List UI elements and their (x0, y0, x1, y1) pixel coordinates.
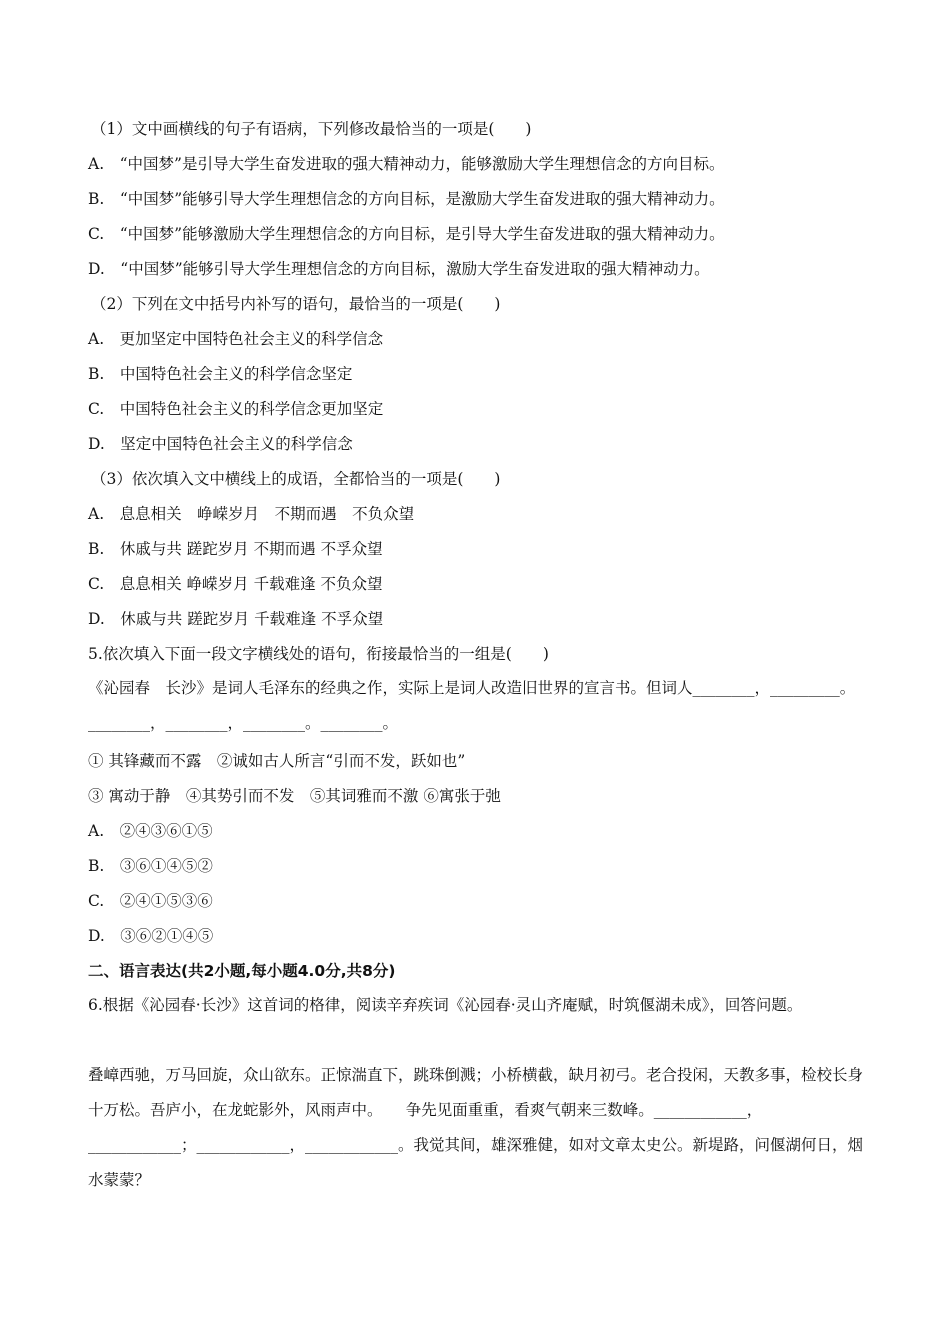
q6-poem (88, 1058, 864, 1198)
q1-stem: （1）文中画横线的句子有语病，下列修改最恰当的一项是( ) (91, 120, 532, 138)
q5-option-d: D. ③⑥②①④⑤ (88, 927, 214, 945)
q3-stem: （3）依次填入文中横线上的成语，全都恰当的一项是( ) (91, 470, 501, 488)
q2-option-a: A. 更加坚定中国特色社会主义的科学信念 (88, 330, 384, 348)
q6-stem-text: 6.根据《沁园春·长沙》这首词的格律，阅读辛弃疾词《沁园春·灵山齐庵赋，时筑偃湖未成》，回答问题。 (88, 996, 803, 1014)
q2-option-b: B. 中国特色社会主义的科学信念坚定 (88, 365, 353, 383)
q5-passage (88, 671, 864, 741)
q5-option-a: A. ②④③⑥①⑤ (88, 822, 213, 840)
q1-option-b: B. “中国梦”能够引导大学生理想信念的方向目标，是激励大学生奋发进取的强大精神动力。 (88, 190, 725, 208)
q1-option-c: C. “中国梦”能够激励大学生理想信念的方向目标，是引导大学生奋发进取的强大精神动力。 (88, 225, 725, 243)
q2-stem: （2）下列在文中括号内补写的语句，最恰当的一项是( ) (91, 295, 501, 313)
q1-option-a: A. “中国梦”是引导大学生奋发进取的强大精神动力，能够激励大学生理想信念的方向目标。 (88, 155, 725, 173)
section-heading: 二、语言表达(共2小题,每小题4.0分,共8分) (88, 962, 396, 980)
q2-option-c: C. 中国特色社会主义的科学信念更加坚定 (88, 400, 384, 418)
q5-stem: 5.依次填入下面一段文字横线处的语句，衔接最恰当的一组是( ) (88, 645, 549, 663)
q5-option-c: C. ②④①⑤③⑥ (88, 892, 213, 910)
q6-stem (88, 988, 864, 1023)
q3-option-b: B. 休戚与共 蹉跎岁月 不期而遇 不孚众望 (88, 540, 383, 558)
q5-items-line2: ③ 寓动于静 ④其势引而不发 ⑤其词雅而不激 ⑥寓张于弛 (88, 787, 501, 805)
q3-option-c: C. 息息相关 峥嵘岁月 千载难逢 不负众望 (88, 575, 383, 593)
q2-option-d: D. 坚定中国特色社会主义的科学信念 (88, 435, 353, 453)
q3-option-d: D. 休戚与共 蹉跎岁月 千载难逢 不孚众望 (88, 610, 384, 628)
q5-items-line1: ① 其锋藏而不露 ②诚如古人所言“引而不发，跃如也” (88, 752, 466, 770)
q3-option-a: A. 息息相关 峥嵘岁月 不期而遇 不负众望 (88, 505, 415, 523)
q1-option-d: D. “中国梦”能够引导大学生理想信念的方向目标，激励大学生奋发进取的强大精神动力。 (88, 260, 710, 278)
q6-poem-text: 叠嶂西驰，万马回旋，众山欲东。正惊湍直下，跳珠倒溅；小桥横截，缺月初弓。老合投闲，天教多事，检校长身十万松。吾庐小，在龙蛇影外，风雨声中。 争先见面重重，看爽气朝来三数峰。____________，____________；____________，____________。我觉其间，雄深雅健，如对文章太史公。新堤路，问偃湖何日，烟水蒙蒙？ (88, 1066, 864, 1189)
q5-passage-text: 《沁园春 长沙》是词人毛泽东的经典之作，实际上是词人改造旧世界的宣言书。但词人________，_________。________，________，________。________。 (88, 679, 856, 732)
q5-option-b: B. ③⑥①④⑤② (88, 857, 213, 875)
